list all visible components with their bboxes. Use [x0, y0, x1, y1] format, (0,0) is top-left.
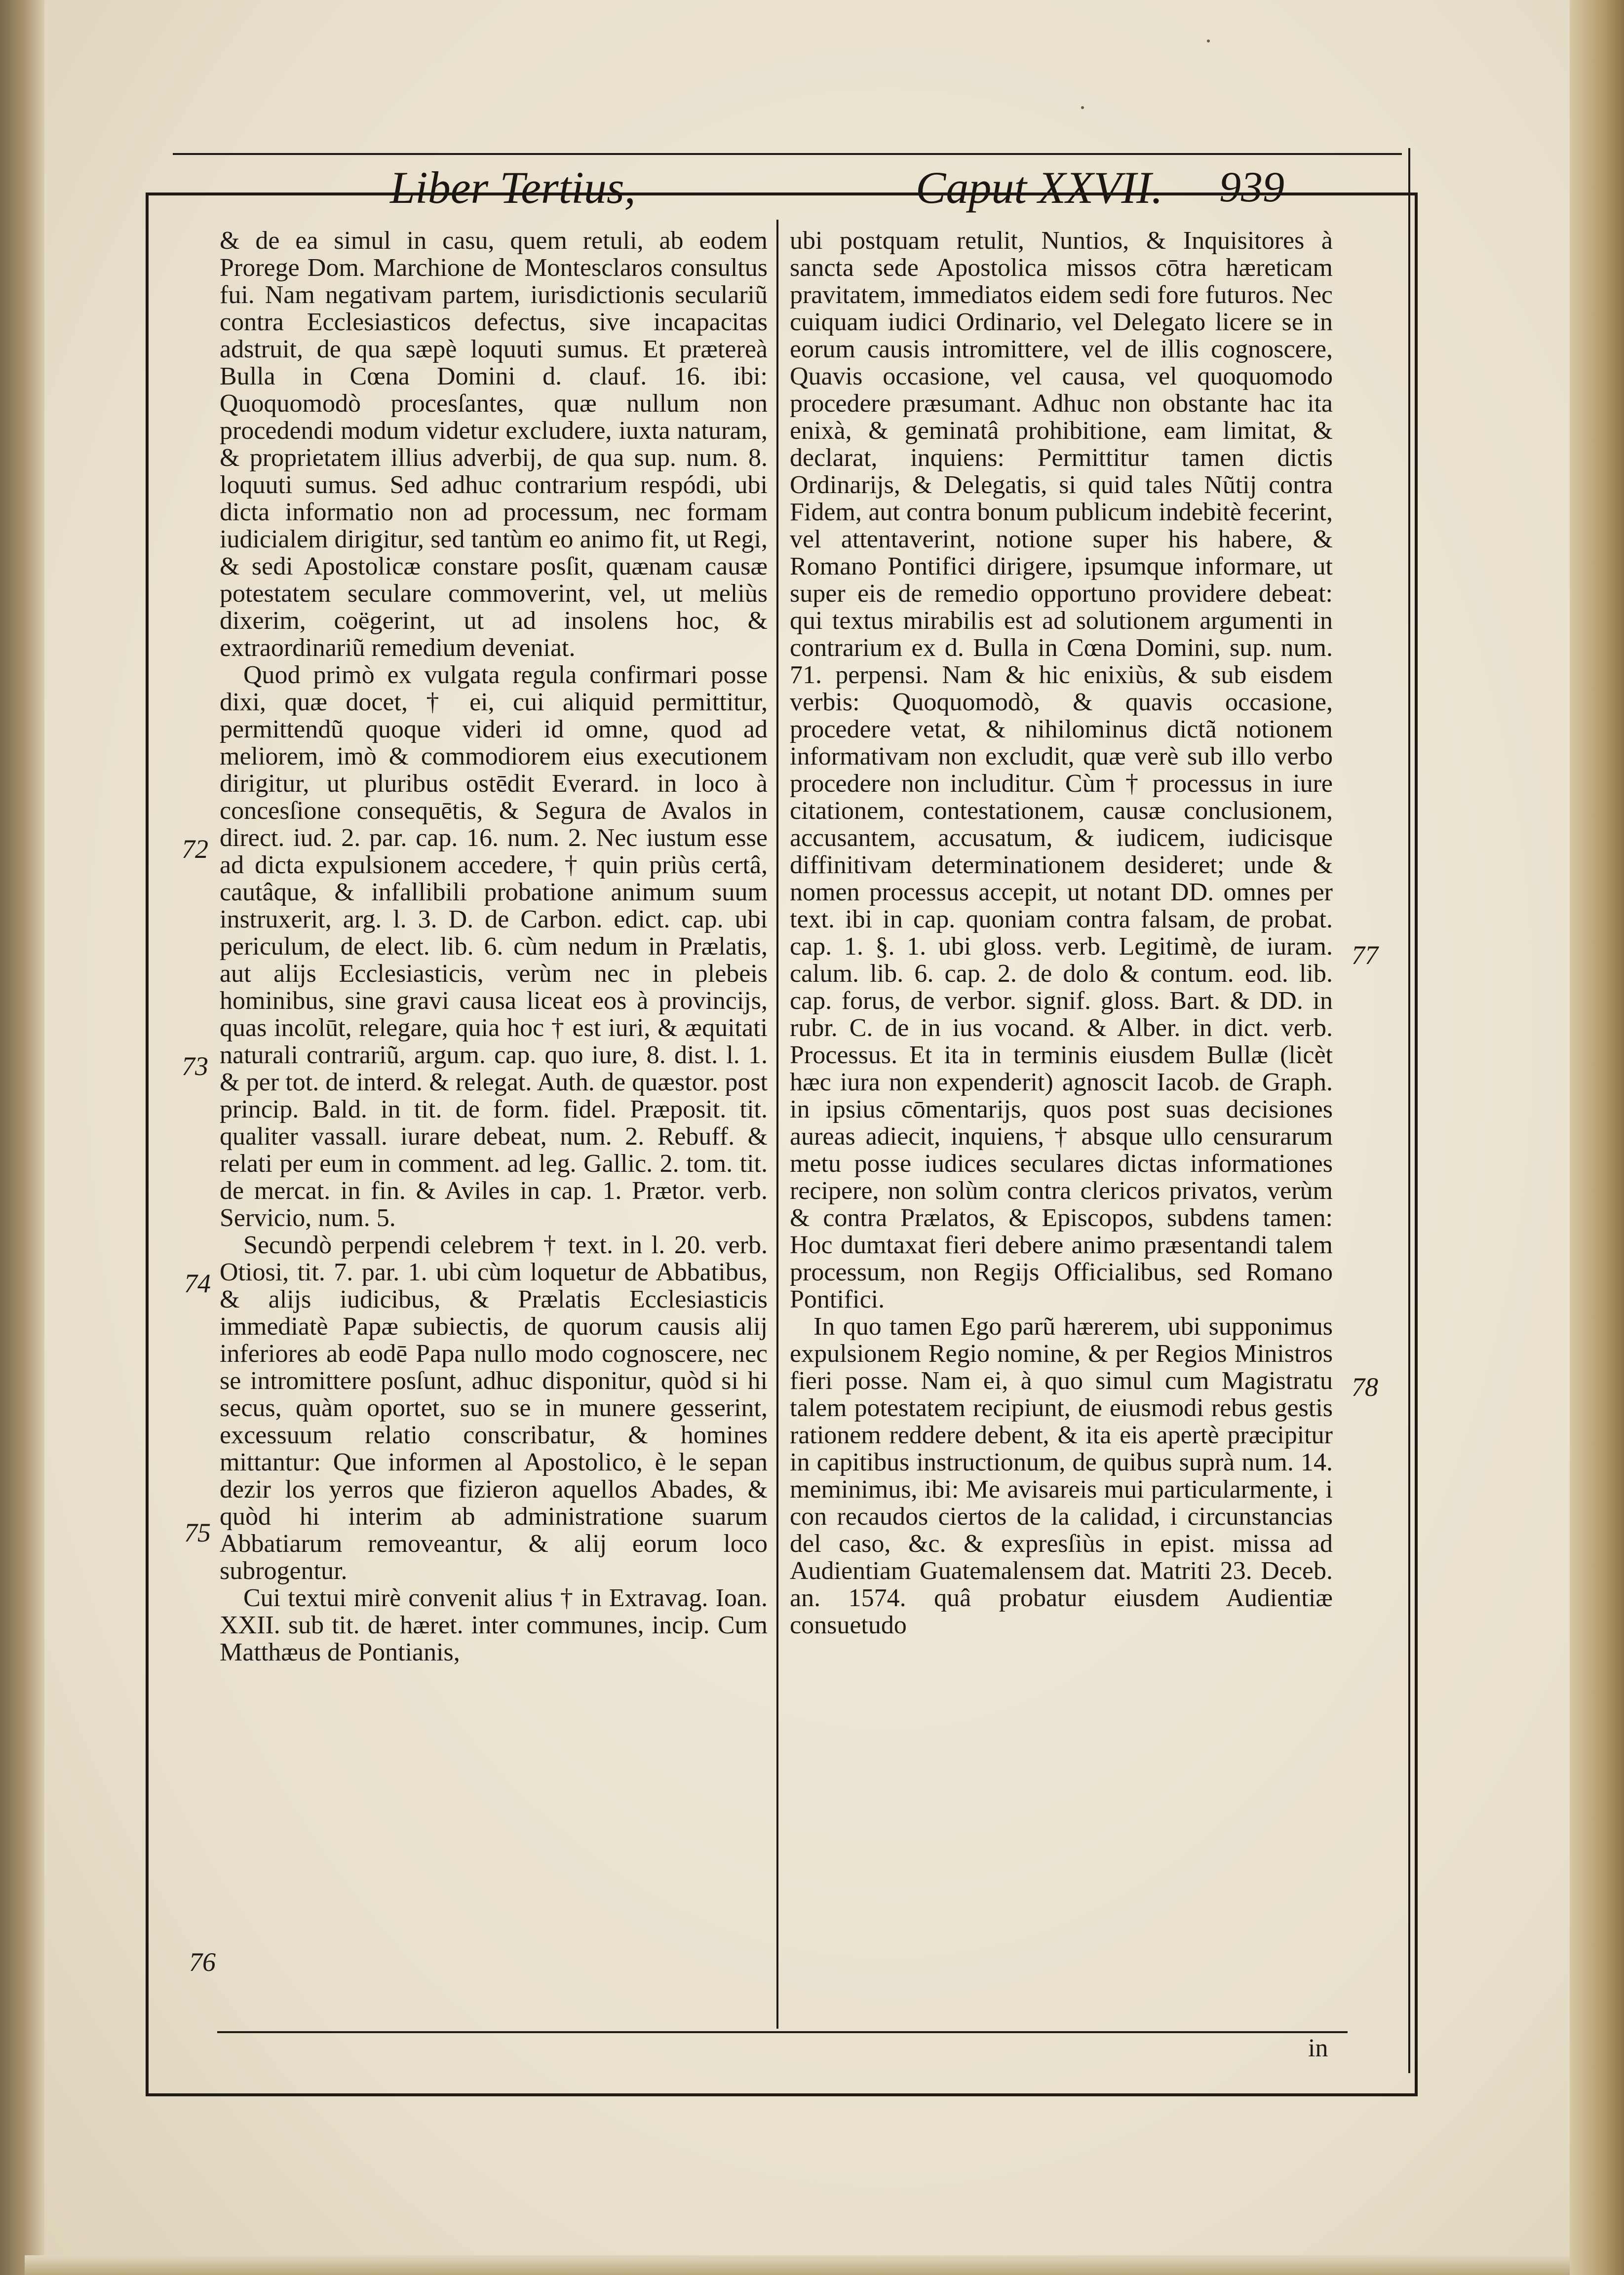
- paper-speck: [1081, 106, 1084, 109]
- paragraph: ubi postquam retulit, Nuntios, & Inquisitores à sancta sede Apostolica missos cōtra hæreticam pravitatem, immediatos eidem sedi fore futuros. Nec cuiquam iudici Ordinario, vel Delegato licere se in eorum causis intromittere, vel de illis cognoscere, Quavis occasione, vel causa, vel quoquomodo procedere præsumant. Adhuc non obstante hac ita enixà, & geminatâ prohibitione, eam limitat, & declarat, inquiens: Permittitur tamen dictis Ordinarijs, & Delegatis, si quid tales Nũtij contra Fidem, aut contra bonum publicum indebitè fecerint, vel attentaverint, notione super his habere, & Romano Pontifici dirigere, ipsumque informare, ut super eis de remedio opportuno providere debeat: qui textus mirabilis est ad solutionem argumenti in contrarium ex d. Bulla in Cœna Domini, sup. num. 71. perpensi. Nam & hic enixiùs, & sub eisdem verbis: Quoquomodò, & quavis occasione, procedere vetat, & nihilominus dictã notionem informativam non excludit, quæ verè sub illo verbo procedere non includitur. Cùm † processus in iure citationem, contestationem, causæ conclusionem, accusantem, accusatum, & iudicem, iudicisque diffinitivam determinationem desideret; unde & nomen processus accepit, ut notant DD. omnes per text. ibi in cap. quoniam contra falsam, de probat. cap. 1. §. 1. ubi gloss. verb. Legitimè, de iuram. calum. lib. 6. cap. 2. de dolo & contum. eod. lib. cap. forus, de verbor. signif. gloss. Bart. & DD. in rubr. C. de in ius vocand. & Alber. in dict. verb. Processus. Et ita in terminis eiusdem Bullæ (licèt hæc iura non expenderit) agnoscit Iacob. de Graph. in ipsius cōmentarijs, quos post suas decisiones aureas adiecit, inquiens, † absque ullo censurarum metu posse iudices seculares dictas informationes recipere, non solùm contra clericos privatos, verùm & contra Prælatos, & Episcopos, subdens tamen: Hoc dumtaxat fieri debere animo præsentandi talem processum, non Regijs Officialibus, sed Romano Pontifici.: [790, 227, 1333, 1313]
- chapter-heading: Caput XXVII.: [916, 162, 1163, 213]
- paragraph: In quo tamen Ego parũ hærerem, ubi supponimus expulsionem Regio nomine, & per Regios Ministros fieri posse. Nam ei, à quo simul cum Magistratu talem potestatem recipiunt, de eiusmodi rebus gestis rationem reddere debent, & ita eis apertè præcipitur in capitibus instructionum, de quibus suprà num. 14. meminimus, ibi: Me avisareis mui particularmente, i con recaudos ciertos de la calidad, i circunstancias del caso, &c. & expresſiùs in epist. missa ad Audientiam Guatemalensem dat. Matriti 23. Deceb. an. 1574. quâ probatur eiusdem Audientiæ consuetudo: [790, 1312, 1333, 1639]
- margin-number: 73: [182, 1051, 208, 1081]
- left-column: [220, 227, 768, 2034]
- paragraph: Cui textui mirè convenit alius † in Extravag. Ioan. XXII. sub tit. de hæret. inter communes, incip. Cum Matthæus de Pontianis,: [220, 1584, 768, 1666]
- catchword: in: [1308, 2034, 1328, 2062]
- paragraph: Quod primò ex vulgata regula confirmari posse dixi, quæ docet, † ei, cui aliquid permittitur, permittendũ quoque videri id omne, quod ad meliorem, imò & commodiorem eius executionem dirigitur, ut pluribus ostēdit Everard. in loco à concesſione consequētis, & Segura de Avalos in direct. iud. 2. par. cap. 16. num. 2. Nec iustum esse ad dicta expulsionem accedere, † quin priùs certâ, cautâque, & infallibili probatione animum suum instruxerit, arg. l. 3. D. de Carbon. edict. cap. ubi periculum, de elect. lib. 6. cùm nedum in Prælatis, aut alijs Ecclesiasticis, verùm nec in plebeis hominibus, sine gravi causa liceat eos à provincijs, quas incolūt, relegare, quia hoc † est iuri, & æquitati naturali contrariũ, argum. cap. quo iure, 8. dist. l. 1. & per tot. de interd. & relegat. Auth. de quæstor. post princip. Bald. in tit. de form. fidel. Præposit. tit. qualiter vassall. iurare debeat, num. 2. Rebuff. & relati per eum in comment. ad leg. Gallic. 2. tom. tit. de mercat. in fin. & Aviles in cap. 1. Prætor. verb. Servicio, num. 5.: [220, 661, 768, 1232]
- page-fore-edge: [1570, 0, 1624, 2275]
- margin-number: 78: [1352, 1372, 1378, 1402]
- right-column: [790, 227, 1333, 2034]
- book-spine-shadow: [0, 0, 44, 2275]
- header-rule: [173, 153, 1402, 155]
- margin-number: 74: [184, 1269, 211, 1298]
- margin-number: 77: [1352, 940, 1378, 970]
- paper-speck: [1207, 39, 1210, 42]
- page-number: 939: [1219, 163, 1284, 211]
- margin-number: 76: [189, 1947, 216, 1977]
- paragraph: & de ea simul in casu, quem retuli, ab eodem Prorege Dom. Marchione de Montesclaros consultus fui. Nam negativam partem, iurisdictionis seculariũ contra Ecclesiasticos defectus, sive incapacitas adstruit, de qua sæpè loquuti sumus. Et prætereà Bulla in Cœna Domini d. clauf. 16. ibi: Quoquomodò procesſantes, quæ nullum non procedendi modum videtur excludere, iuxta naturam, & proprietatem illius adverbij, de qua sup. num. 8. loquuti sumus. Sed adhuc contrarium respódi, ubi dicta informatio non ad processum, nec formam iudicialem dirigitur, sed tantùm eo animo fit, ut Regi, & sedi Apostolicæ constare posſit, quænam causæ potestatem seculare commoverint, vel, ut meliùs dixerim, coëgerint, ut ad insolens hoc, & extraordinariũ remedium deveniat.: [220, 227, 768, 662]
- column-divider: [776, 220, 778, 2029]
- running-title: Liber Tertius,: [390, 162, 636, 213]
- frame-right-rule: [1408, 148, 1410, 2073]
- margin-number: 72: [182, 834, 208, 864]
- margin-number: 75: [184, 1518, 211, 1547]
- page-bottom-edge: [25, 2255, 1570, 2275]
- paragraph: Secundò perpendi celebrem † text. in l. 20. verb. Otiosi, tit. 7. par. 1. ubi cùm loquetur de Abbatibus, & alijs iudicibus, & Prælatis Ecclesiasticis immediatè Papæ subiectis, de quorum causis alij inferiores ab eodē Papa nullo modo cognoscere, nec se intromittere posſunt, adhuc disponitur, quòd si hi secus, quàm oportet, suo se in munere gesserint, excessuum relatio conscribatur, & homines mittantur: Que informen al Apostolico, è le sepan dezir los yerros que fizieron aquellos Abades, & quòd hi interim ab administratione suarum Abbatiarum removeantur, & alij eorum loco subrogentur.: [220, 1231, 768, 1585]
